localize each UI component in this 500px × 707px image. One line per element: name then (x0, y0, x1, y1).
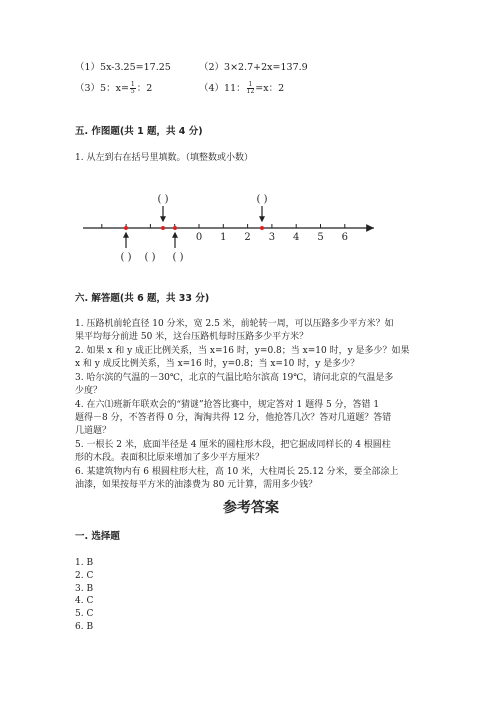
fraction-numerator: 1 (248, 81, 253, 88)
question-line: 少度？ (75, 386, 103, 396)
tick-label: 6 (341, 232, 348, 243)
answer-item: 5. C (75, 609, 94, 620)
equation-3-prefix: （3）5：x= (75, 83, 129, 94)
equation-3 (75, 82, 152, 95)
equation-3-fraction (130, 82, 136, 95)
tick-label: 2 (244, 232, 251, 243)
bottom-bracket-2: ( ) (144, 252, 156, 263)
question-line: 6. 某建筑物内有 6 根圆柱形大柱，高 10 米，大柱周长 25.12 分米，要全部涂上 (75, 467, 399, 477)
question-line: 形的木段。表面积比原来增加了多少平方厘米？ (75, 453, 265, 463)
question-line: 油漆，如果按每平方米的油漆费为 80 元计算，需用多少钱？ (75, 480, 318, 490)
tick-label: 5 (317, 232, 324, 243)
tick-label: 3 (268, 232, 276, 243)
section-5-heading: 五. 作图题(共 1 题，共 4 分) (75, 126, 203, 137)
bottom-bracket-1: ( ) (120, 252, 132, 263)
equation-4-prefix: （4）11： (199, 83, 246, 94)
question-line: 题得－8 分，不答者得 0 分，淘淘共得 12 分，他抢答几次？答对几道题？答错 (75, 413, 392, 423)
equation-4 (199, 82, 284, 95)
tick-labels (196, 232, 348, 243)
question-line: x 和 y 成反比例关系，当 x=16 时，y=0.8；当 x=10 时，y 是多少？ (75, 359, 360, 369)
top-bracket-1: ( ) (157, 194, 169, 205)
answer-item: 6. B (75, 622, 94, 632)
number-line-figure (0, 188, 500, 268)
answer-item: 1. B (75, 558, 94, 568)
question-line: 1. 压路机前轮直径 10 分米，宽 2.5 米，前轮转一周，可以压路多少平方米？如 (75, 319, 394, 329)
question-line: 3. 哈尔滨的气温的－30℃，北京的气温比哈尔滨高 19℃，请问北京的气温是多 (75, 373, 394, 383)
question-line: 4. 在六⑴班新年联欢会的“猜谜”抢答比赛中，规定答对 1 题得 5 分，答错 1 (75, 400, 380, 410)
top-bracket-2: ( ) (256, 194, 268, 205)
section-5-question-1: 1. 从左到右在括号里填数。（填整数或小数） (75, 153, 253, 163)
equation-1: （1）5x-3.25=17.25 (75, 62, 171, 73)
equation-4-fraction (247, 82, 255, 95)
tick-label: 4 (293, 232, 300, 243)
point-marker-1 (124, 226, 128, 230)
fraction-denominator: 5 (130, 88, 135, 95)
section-6-heading: 六. 解答题(共 6 题，共 33 分) (75, 293, 210, 304)
question-line: 2. 如果 x 和 y 成正比例关系，当 x=16 时，y=0.8；当 x=10 时，y 是多少？如果 (75, 346, 410, 356)
answers-title: 参考答案 (223, 500, 279, 516)
answer-item: 4. C (75, 596, 94, 607)
question-line: 5. 一根长 2 米，底面半径是 4 厘米的圆柱形木段，把它据成同样长的 4 根圆柱 (75, 440, 391, 450)
tick-label: 1 (220, 232, 227, 243)
bottom-bracket-3: ( ) (172, 252, 184, 263)
equation-2: （2）3×2.7+2x=137.9 (199, 62, 308, 73)
fraction-denominator: 12 (246, 88, 255, 95)
answer-item: 3. B (75, 583, 94, 594)
tick-label: 0 (195, 232, 203, 243)
answers-subheading: 一. 选择题 (75, 531, 120, 542)
question-line: 几道题？ (75, 426, 112, 436)
point-marker-2 (161, 226, 165, 230)
equation-4-suffix: =x：2 (255, 83, 285, 94)
equation-3-suffix: ：2 (136, 83, 153, 94)
fraction-numerator: 1 (130, 81, 135, 88)
answer-item: 2. C (75, 570, 94, 581)
point-marker-4 (260, 226, 264, 230)
point-marker-3 (173, 226, 177, 230)
question-line: 果平均每分前进 50 米，这台压路机每时压路多少平方米？ (75, 332, 309, 342)
